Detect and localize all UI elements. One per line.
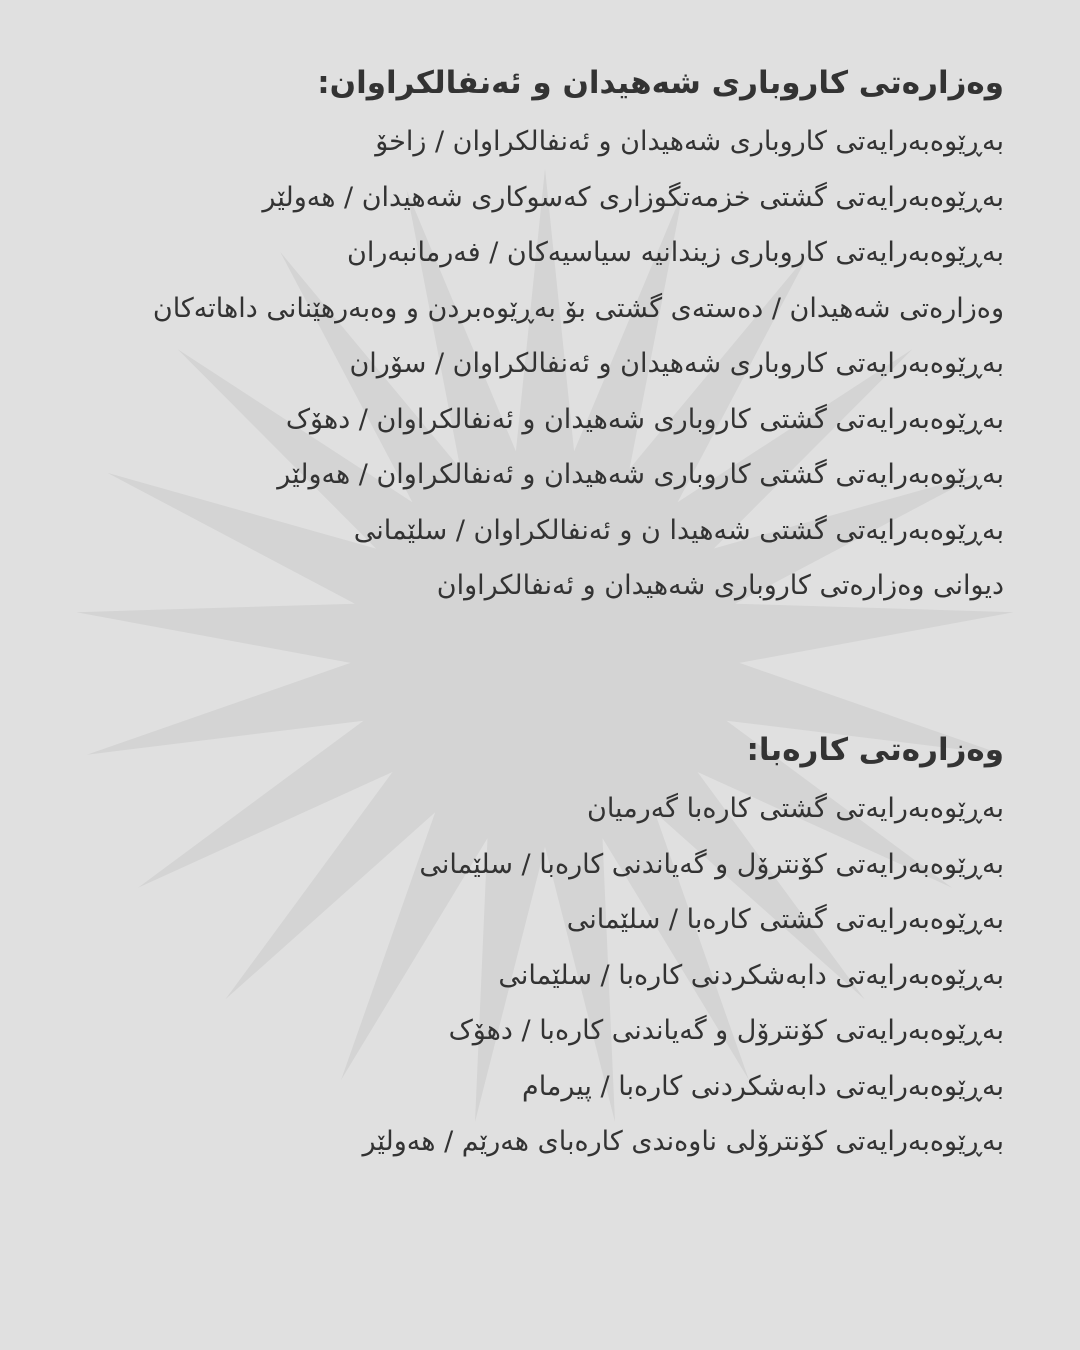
list-item: بەڕێوەبەرایەتی گشتی کارەبا / سلێمانی [566, 904, 1004, 935]
list-item: بەڕێوەبەرایەتی دابەشکردنی کارەبا / سلێمانی [498, 959, 1004, 991]
section-martyrs-ministry [24, 58, 1004, 614]
list-item: بەڕێوەبەرایەتی گشتی کاروباری شەهیدان و ئەنفالکراوان / هەولێر [277, 459, 1004, 490]
list-item: بەڕێوەبەرایەتی دابەشکردنی کارەبا / پیرمام [521, 1070, 1004, 1102]
directorate-list [24, 781, 1004, 1170]
list-item: بەڕێوەبەرایەتی گشتی کارەبا گەرمیان [587, 793, 1004, 824]
list-item: بەڕێوەبەرایەتی گشتی شەهیدا ن و ئەنفالکراوان / سلێمانی [353, 514, 1004, 546]
list-item: بەڕێوەبەرایەتی کۆنترۆل و گەیاندنی کارەبا / دهۆک [448, 1015, 1004, 1046]
list-item: دیوانی وەزارەتی کاروباری شەهیدان و ئەنفالکراوان [436, 570, 1004, 601]
section-heading: وەزارەتی کارەبا: [746, 732, 1004, 768]
list-item: بەڕێوەبەرایەتی گشتی خزمەتگوزاری کەسوکاری شەهیدان / هەولێر [262, 181, 1004, 213]
directorate-list [24, 114, 1004, 614]
list-item: بەڕێوەبەرایەتی کاروباری شەهیدان و ئەنفالکراوان / زاخۆ [375, 126, 1004, 157]
list-item: بەڕێوەبەرایەتی کۆنترۆلی ناوەندی کارەبای هەرێم / هەولێر [362, 1126, 1004, 1157]
list-item: بەڕێوەبەرایەتی کاروباری زیندانیە سیاسیەکان / فەرمانبەران [347, 237, 1004, 268]
list-item: وەزارەتی شەهیدان / دەستەی گشتی بۆ بەڕێوەبردن و وەبەرهێنانی داهاتەکان [152, 292, 1004, 324]
list-item: بەڕێوەبەرایەتی گشتی کاروباری شەهیدان و ئەنفالکراوان / دهۆک [285, 403, 1004, 435]
list-item: بەڕێوەبەرایەتی کاروباری شەهیدان و ئەنفالکراوان / سۆران [349, 348, 1004, 379]
section-electricity-ministry [24, 725, 1004, 1170]
list-item: بەڕێوەبەرایەتی کۆنترۆل و گەیاندنی کارەبا / سلێمانی [419, 848, 1004, 880]
section-heading: وەزارەتی کاروباری شەهیدان و ئەنفالکراوان: [317, 65, 1004, 101]
